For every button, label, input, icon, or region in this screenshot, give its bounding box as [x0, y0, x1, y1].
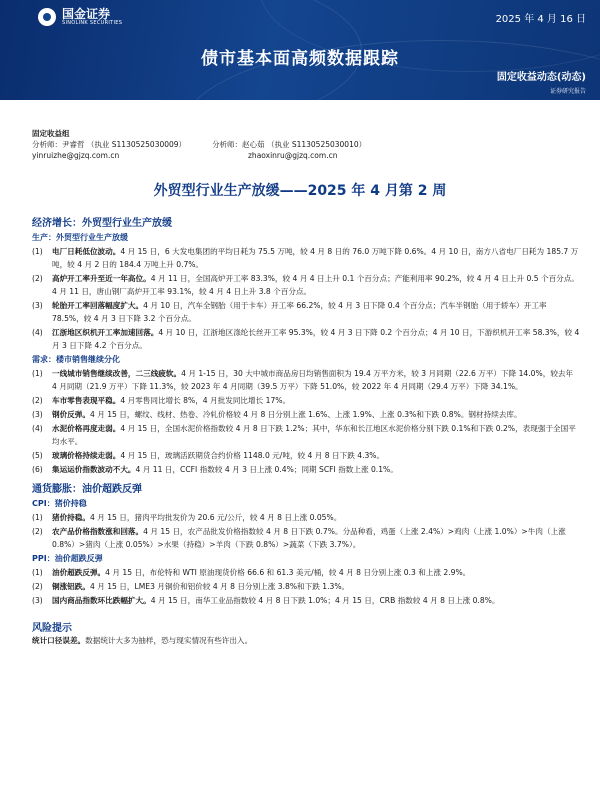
item-text	[52, 394, 580, 407]
item-body: 4 月 15 日，LME3 月铜价和铝价较 4 月 8 日分别上涨 3.8%和下跌 1.3%。	[89, 582, 350, 591]
item-number: (3)	[32, 301, 43, 310]
item-text	[52, 525, 580, 551]
item-number: (2)	[32, 396, 43, 405]
list-item	[32, 272, 580, 298]
item-number: (6)	[32, 465, 43, 474]
report-body	[32, 210, 580, 647]
analyst-info	[32, 128, 572, 161]
item-lead: 水泥价格再度走弱。	[52, 424, 121, 433]
header-banner	[0, 0, 600, 100]
team-category: 固定收益组	[32, 129, 70, 138]
item-number: (4)	[32, 328, 43, 337]
item-text	[52, 299, 580, 325]
list-item	[32, 525, 580, 551]
item-body: 4 月 15 日，玻璃活跃期货合约价格 1148.0 元/吨，较 4 月 8 日下跌 4.3%。	[120, 451, 385, 460]
risk-lead: 统计口径误差。	[32, 636, 86, 645]
item-number: (1)	[32, 369, 43, 378]
item-lead: 高炉开工率升至近一年高位。	[52, 274, 151, 283]
item-body: 4 月 15 日，6 大发电集团的平均日耗为 75.5 万吨，较 4 月 8 日的 76.0 万吨下降 0.6%。4 月 10 日，南方八省电厂日耗为 185.7 万吨，较 4 月 2 日的 184.4 万吨上升 0.7%。	[52, 247, 579, 269]
list-item	[32, 449, 580, 462]
item-number: (4)	[32, 424, 43, 433]
list-item	[32, 245, 580, 271]
item-number: (2)	[32, 582, 43, 591]
item-body: 4 月 10 日，汽车全钢胎（用于卡车）开工率 66.2%，较 4 月 3 日下降 0.4 个百分点；汽车半钢胎（用于轿车）开工率 78.5%，较 4 月 3 日下降 3.2 个百分点。	[52, 301, 547, 323]
item-number: (1)	[32, 568, 43, 577]
report-title: 债市基本面高频数据跟踪	[201, 49, 399, 69]
item-number: (1)	[32, 513, 43, 522]
item-lead: 国内商品指数环比跌幅扩大。	[52, 596, 151, 605]
item-body: 4 月 11 日，CCFI 指数较 4 月 3 日上涨 0.4%；同期 SCFI 指数上涨 0.1%。	[135, 465, 398, 474]
item-text	[52, 367, 580, 393]
subsection-title: CPI：猪价持稳	[32, 499, 87, 508]
item-text	[52, 580, 580, 593]
item-body: 4 月零售同比增长 8%，4 月批发同比增长 17%。	[120, 396, 291, 405]
item-body: 4 月 15 日，螺纹、线材、热卷、冷轧价格较 4 月 8 日分别上涨 1.6%、上涨 1.9%、上涨 0.3%和下跌 0.8%。钢材持续去库。	[89, 410, 522, 419]
list-item	[32, 422, 580, 448]
item-number: (2)	[32, 274, 43, 283]
company-logo	[38, 8, 122, 26]
item-body: 4 月 15 日，全国水泥价格指数较 4 月 8 日下跌 1.2%；其中，华东和长江地区水泥价格分别下跌 0.1%和下跌 0.2%，表现强于全国平均水平。	[52, 424, 576, 446]
report-date: 2025 年 4 月 16 日	[495, 14, 586, 25]
report-subtitle: 证券研究报告	[549, 88, 586, 95]
logo-en: SINOLINK SECURITIES	[62, 20, 123, 26]
item-body: 4 月 11 日，全国高炉开工率 83.3%，较 4 月 4 日上升 0.1 个百分点；产能利用率 90.2%，较 4 月 4 日上升 0.5 个百分点。4 月 11 日，唐山钢厂高炉开工率 93.1%，较 4 月 4 日上升 3.8 个百分点。	[52, 274, 579, 296]
item-body: 4 月 15 日，农产品批发价格指数较 4 月 8 日下跌 0.7%。分品种看，鸡蛋（上涨 2.4%）>鸡肉（上涨 1.0%）>牛肉（上涨 0.8%）>猪肉（上涨 0.05%）>水果（持稳）>羊肉（下跌 0.8%）>蔬菜（下跌 3.7%）。	[52, 527, 566, 549]
item-text	[52, 245, 580, 271]
item-text	[52, 511, 580, 524]
subsection-title: 需求：楼市销售继续分化	[32, 355, 120, 364]
item-lead: 轮胎开工率回落幅度扩大。	[52, 301, 144, 310]
item-body: 4 月 15 日，猪肉平均批发价为 20.6 元/公斤，较 4 月 8 日上涨 0.05%。	[89, 513, 342, 522]
item-text	[52, 566, 580, 579]
item-body: 4 月 15 日，南华工业品指数较 4 月 8 日下跌 1.0%；4 月 15 日，CRB 指数较 4 月 8 日上涨 0.8%。	[150, 596, 500, 605]
analyst-2: 分析师：赵心茹 （执业 S1130525030010）	[212, 140, 367, 149]
list-item	[32, 566, 580, 579]
item-number: (3)	[32, 596, 43, 605]
list-item	[32, 463, 580, 476]
item-text	[52, 463, 580, 476]
item-number: (5)	[32, 451, 43, 460]
analyst-2-email: zhaoxinru@gjzq.com.cn	[248, 151, 338, 160]
item-text	[52, 326, 580, 352]
risk-body: 数据统计大多为抽样，恐与现实情况有些许出入。	[85, 636, 253, 645]
item-number: (1)	[32, 247, 43, 256]
list-item	[32, 594, 580, 607]
item-number: (3)	[32, 410, 43, 419]
item-lead: 江浙地区织机开工率加速回落。	[52, 328, 159, 337]
item-lead: 油价超跌反弹。	[52, 568, 106, 577]
risk-title: 风险提示	[32, 623, 72, 634]
item-body: 4 月 15 日，布伦特和 WTI 原油现货价格 66.6 和 61.3 美元/桶，较 4 月 8 日分别上涨 0.3 和上涨 2.9%。	[105, 568, 471, 577]
item-number: (2)	[32, 527, 43, 536]
item-lead: 铜涨铝跌。	[52, 582, 90, 591]
item-body: 4 月 1-15 日，30 大中城市商品房日均销售面积为 19.4 万平方米，较 3 月同期（22.6 万平）下降 14.0%，较去年 4 月同期（21.9 万平）下降 11.3%，较 2023 年 4 月同期（39.5 万平）下降 51.0%，较 2022 年 4 月同期（29.4 万平）下降 34.1%。	[52, 369, 574, 391]
report-type: 固定收益动态(动态)	[496, 72, 586, 83]
item-lead: 电厂日耗低位波动。	[52, 247, 121, 256]
item-lead: 玻璃价格持续走弱。	[52, 451, 121, 460]
list-item	[32, 408, 580, 421]
section-title: 通货膨胀：油价超跌反弹	[32, 484, 142, 495]
item-text	[52, 422, 580, 448]
item-text	[52, 449, 580, 462]
logo-cn: 国金证券	[62, 7, 111, 21]
item-body: 4 月 10 日，江浙地区涤纶长丝开工率 95.3%，较 4 月 3 日下降 0.2 个百分点；4 月 10 日，下游织机开工率 58.3%，较 4 月 3 日下降 4.2 个百分点。	[52, 328, 580, 350]
list-item	[32, 511, 580, 524]
item-lead: 猪价持稳。	[52, 513, 90, 522]
item-text	[52, 272, 580, 298]
item-lead: 农产品价格指数涨和回落。	[52, 527, 144, 536]
analyst-1: 分析师：尹睿哲 （执业 S1130525030009）	[32, 140, 187, 149]
list-item	[32, 394, 580, 407]
item-text	[52, 594, 580, 607]
subsection-title: PPI：油价超跌反弹	[32, 554, 103, 563]
item-lead: 车市零售表现平稳。	[52, 396, 121, 405]
analyst-1-email: yinruizhe@gjzq.com.cn	[32, 151, 120, 160]
list-item	[32, 326, 580, 352]
section-title: 经济增长：外贸型行业生产放缓	[32, 218, 172, 229]
item-lead: 钢价反弹。	[52, 410, 90, 419]
risk-text	[32, 634, 580, 647]
list-item	[32, 367, 580, 393]
item-lead: 集运运价指数波动不大。	[52, 465, 136, 474]
item-lead: 一线城市销售继续改善，二三线疲软。	[52, 369, 182, 378]
list-item	[32, 580, 580, 593]
document-title: 外贸型行业生产放缓——2025 年 4 月第 2 周	[153, 183, 447, 199]
logo-icon	[38, 8, 56, 26]
subsection-title: 生产：外贸型行业生产放缓	[32, 233, 128, 242]
list-item	[32, 299, 580, 325]
item-text	[52, 408, 580, 421]
